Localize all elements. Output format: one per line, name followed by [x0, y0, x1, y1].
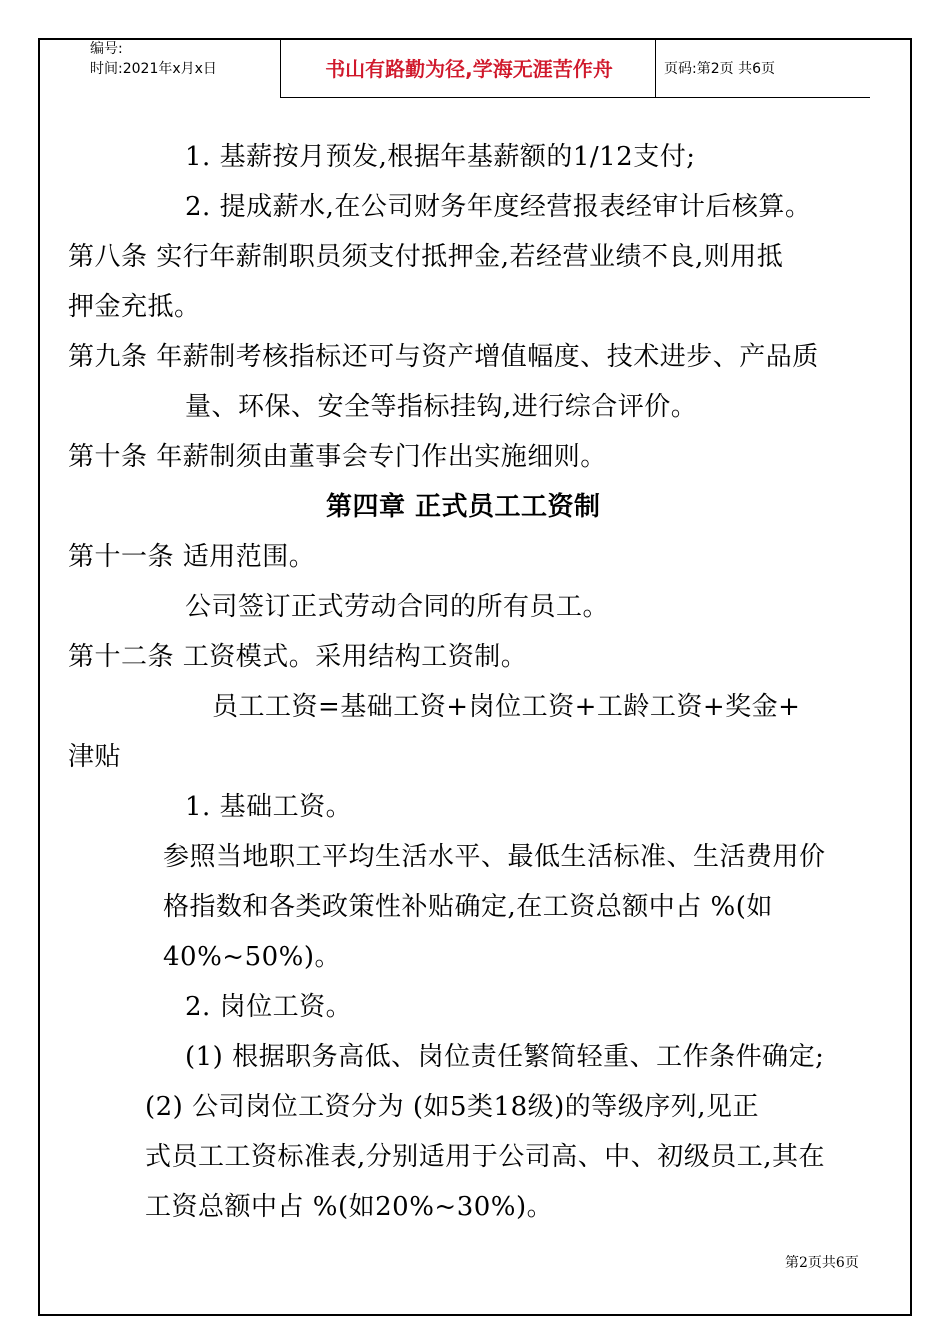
body-line: 工资总额中占 %(如20%~30%)。 [145, 1192, 554, 1222]
formula-line: 员工工资=基础工资+岗位工资+工龄工资+奖金+ [212, 692, 801, 722]
body-line: 1. 基础工资。 [185, 792, 353, 822]
body-line: 量、环保、安全等指标挂钩,进行综合评价。 [185, 392, 698, 422]
body-line: 押金充抵。 [68, 292, 201, 322]
body-line: 2. 岗位工资。 [185, 992, 353, 1022]
body-line: 格指数和各类政策性补贴确定,在工资总额中占 %(如 [163, 892, 773, 922]
article-11: 第十一条 适用范围。 [68, 542, 316, 572]
article-8: 第八条 实行年薪制职员须支付抵押金,若经营业绩不良,则用抵 [68, 242, 784, 272]
body-line: 1. 基薪按月预发,根据年基薪额的1/12支付; [185, 142, 696, 172]
time-label: 时间:2021年x月x日 [90, 61, 217, 77]
body-line: 津贴 [68, 742, 122, 772]
header-divider-1 [280, 40, 281, 98]
header-meta [48, 40, 280, 98]
body-line: (1) 根据职务高低、岗位责任繁简轻重、工作条件确定; [185, 1042, 825, 1072]
body-line: 2. 提成薪水,在公司财务年度经营报表经审计后核算。 [185, 192, 812, 222]
body-line: (2) 公司岗位工资分为 (如5类18级)的等级序列,见正 [145, 1092, 760, 1122]
page-footer: 第2页共6页 [785, 1255, 859, 1271]
body-line: 公司签订正式劳动合同的所有员工。 [185, 592, 610, 622]
body-line: 40%~50%)。 [163, 942, 342, 972]
body-line: 参照当地职工平均生活水平、最低生活标准、生活费用价 [163, 842, 826, 872]
header-motto: 书山有路勤为径,学海无涯苦作舟 [325, 57, 613, 81]
number-label: 编号: [90, 41, 123, 57]
chapter-heading: 第四章 正式员工工资制 [326, 492, 601, 522]
article-9: 第九条 年薪制考核指标还可与资产增值幅度、技术进步、产品质 [68, 342, 819, 372]
article-12: 第十二条 工资模式。采用结构工资制。 [68, 642, 528, 672]
header-underline [280, 97, 870, 98]
header-page-info: 页码:第2页 共6页 [664, 61, 775, 77]
article-10: 第十条 年薪制须由董事会专门作出实施细则。 [68, 442, 607, 472]
body-line: 式员工工资标准表,分别适用于公司高、中、初级员工,其在 [145, 1142, 826, 1172]
page-border [38, 38, 912, 1316]
header-divider-2 [655, 40, 656, 98]
